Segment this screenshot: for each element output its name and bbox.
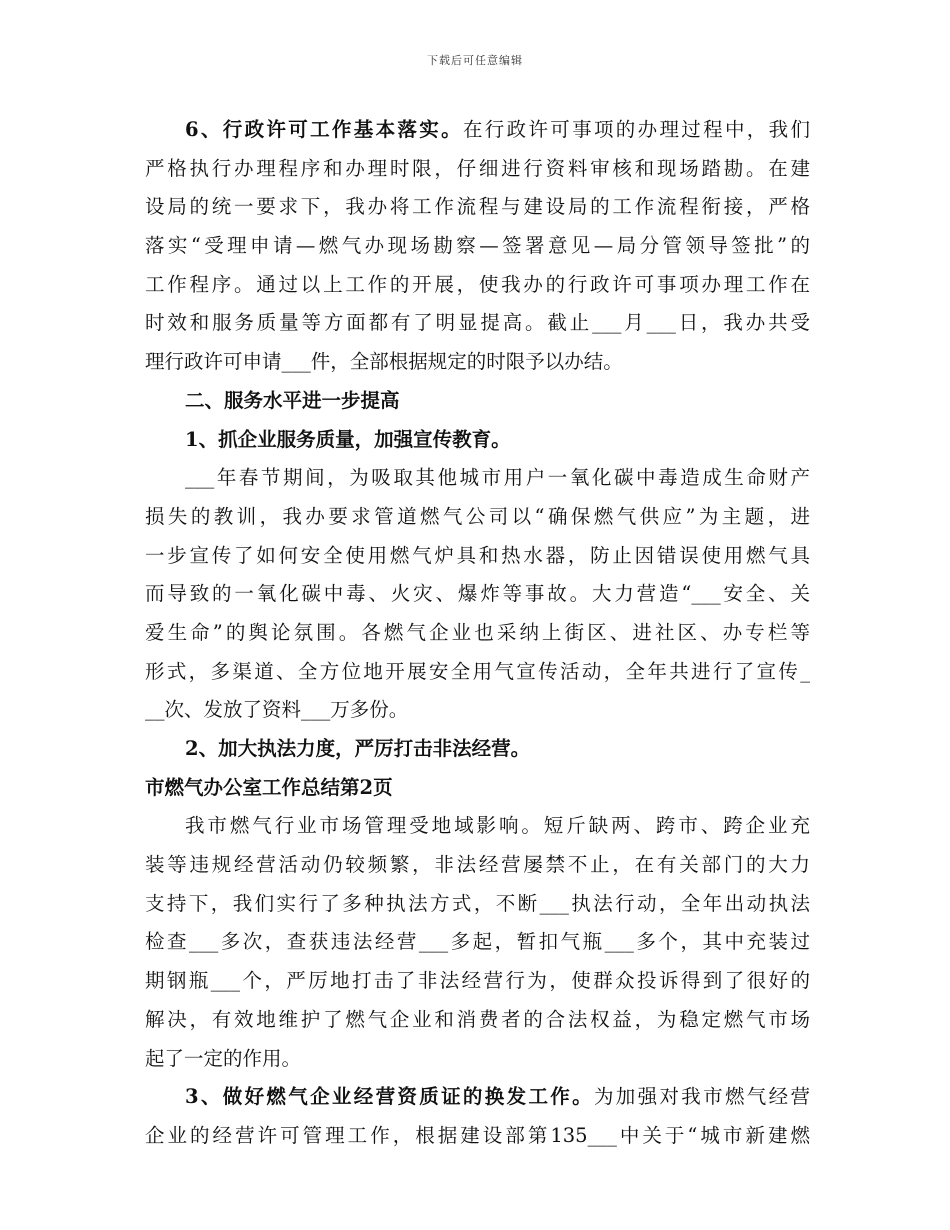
- paragraph-line: [145, 885, 810, 924]
- body-text: 检查___多次，查获违法经营___多起，暂扣气瓶___多个，其中充装过: [145, 930, 810, 954]
- paragraph-line: [145, 227, 810, 266]
- bold-heading-text: 6、行政许可工作基本落实。: [185, 118, 463, 141]
- paragraph-line: [145, 304, 810, 343]
- body-text: 设局的统一要求下，我办将工作流程与建设局的工作流程衔接，严格: [145, 195, 810, 219]
- paragraph-line: [145, 614, 810, 653]
- paragraph-line: [145, 343, 810, 382]
- body-text: 起了一定的作用。: [145, 1046, 302, 1070]
- paragraph-line: [145, 382, 810, 421]
- paragraph-line: [145, 1040, 810, 1079]
- body-text: 期钢瓶___个，严厉地打击了非法经营行为，使群众投诉得到了很好的: [145, 969, 810, 993]
- paragraph-line: [145, 1117, 810, 1156]
- body-text: 形式，多渠道、全方位地开展安全用气宣传活动，全年共进行了宣传_: [145, 659, 810, 683]
- paragraph-line: [145, 807, 810, 846]
- paragraph-line: [145, 266, 810, 305]
- paragraph-line: [145, 691, 810, 730]
- paragraph-line: [145, 188, 810, 227]
- document-body: [145, 111, 810, 1156]
- body-text: 爱生命”的舆论氛围。各燃气企业也采纳上街区、进社区、办专栏等: [145, 620, 810, 644]
- paragraph-line: [145, 730, 810, 769]
- body-text: 为加强对我市燃气经营: [593, 1085, 810, 1109]
- bold-heading-text: 3、做好燃气企业经营资质证的换发工作。: [185, 1085, 594, 1109]
- paragraph-line: [145, 150, 810, 189]
- body-text: ___年春节期间，为吸取其他城市用户一氧化碳中毒造成生命财产: [185, 466, 810, 490]
- body-text: 工作程序。通过以上工作的开展，使我办的行政许可事项办理工作在: [145, 272, 810, 296]
- paragraph-line: [145, 111, 810, 150]
- paragraph-line: [145, 421, 810, 460]
- body-text: 装等违规经营活动仍较频繁，非法经营屡禁不止，在有关部门的大力: [145, 853, 810, 877]
- page-header-note: 下载后可任意编辑: [427, 54, 523, 67]
- paragraph-line: [145, 1078, 810, 1117]
- body-text: 而导致的一氧化碳中毒、火灾、爆炸等事故。大力营造“___安全、关: [145, 582, 810, 606]
- paragraph-line: [145, 575, 810, 614]
- paragraph-line: [145, 846, 810, 885]
- paragraph-line: [145, 537, 810, 576]
- bold-heading-text: 2、加大执法力度，严厉打击非法经营。: [185, 737, 531, 760]
- paragraph-line: [145, 498, 810, 537]
- paragraph-line: [145, 459, 810, 498]
- body-text: 解决，有效地维护了燃气企业和消费者的合法权益，为稳定燃气市场: [145, 1007, 810, 1031]
- bold-heading-text: 二、服务水平进一步提高: [185, 388, 400, 412]
- paragraph-line: [145, 923, 810, 962]
- paragraph-line: [145, 653, 810, 692]
- body-text: 损失的教训，我办要求管道燃气公司以“确保燃气供应”为主题，进: [145, 504, 810, 528]
- body-text: 一步宣传了如何安全使用燃气炉具和热水器，防止因错误使用燃气具: [145, 543, 810, 567]
- body-text: 支持下，我们实行了多种执法方式，不断___执法行动，全年出动执法: [145, 891, 810, 915]
- body-text: __次、发放了资料___万多份。: [145, 698, 409, 722]
- body-text: 在行政许可事项的办理过程中，我们: [462, 118, 810, 141]
- body-text: 时效和服务质量等方面都有了明显提高。截止___月___日，我办共受: [145, 311, 810, 335]
- body-text: 理行政许可申请___件，全部根据规定的时限予以办结。: [145, 350, 623, 374]
- body-text: 我市燃气行业市场管理受地域影响。短斤缺两、跨市、跨企业充: [185, 814, 810, 838]
- bold-heading-text: 1、抓企业服务质量，加强宣传教育。: [185, 427, 511, 451]
- section-title: 市燃气办公室工作总结第2页: [145, 775, 393, 799]
- body-text: 落实“受理申请—燃气办现场勘察—签署意见—局分管领导签批”的: [145, 234, 810, 258]
- paragraph-line: [145, 962, 810, 1001]
- paragraph-line: [145, 1001, 810, 1040]
- body-text: 企业的经营许可管理工作，根据建设部第135___中关于“城市新建燃: [145, 1123, 810, 1147]
- body-text: 严格执行办理程序和办理时限，仔细进行资料审核和现场踏勘。在建: [145, 156, 810, 180]
